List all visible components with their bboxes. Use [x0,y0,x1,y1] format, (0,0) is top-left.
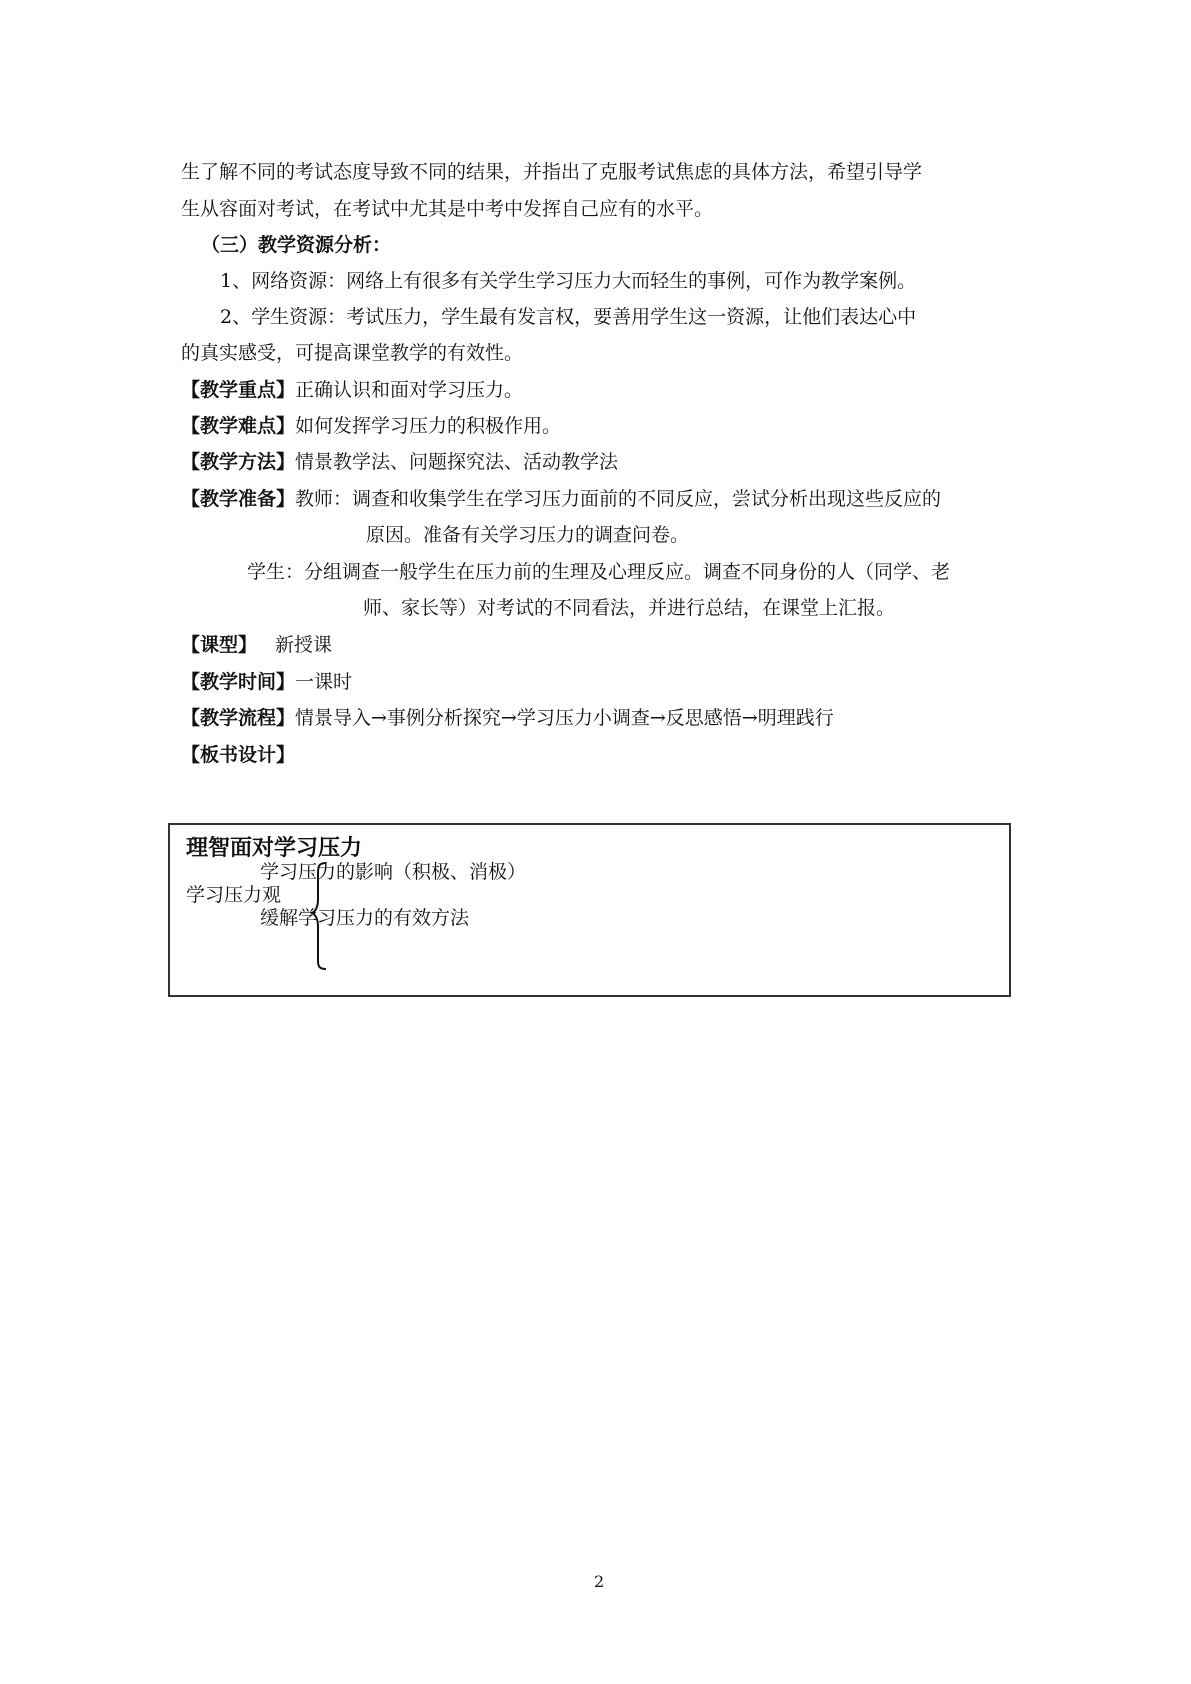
board-design-box [168,823,1011,997]
board-branch-2: 缓解学习压力的有效方法 [260,907,470,929]
flow-label: 【教学流程】 [181,707,296,729]
time-label: 【教学时间】 [181,671,296,693]
time-text: 一课时 [295,671,353,693]
intro-line-2: 生从容面对考试，在考试中尤其是中考中发挥自己应有的水平。 [181,198,714,220]
resource-item-2-line-1: 2、学生资源：考试压力，学生最有发言权，要善用学生这一资源，让他们表达心中 [220,306,917,328]
preparation-student-line-1: 学生：分组调查一般学生在压力前的生理及心理反应。调查不同身份的人（同学、老 [247,561,951,583]
curly-brace-icon [310,861,334,971]
intro-line-1: 生了解不同的考试态度导致不同的结果，并指出了克服考试焦虑的具体方法，希望引导学 [181,161,923,183]
resource-item-2-line-2: 的真实感受，可提高课堂教学的有效性。 [181,342,524,364]
preparation-row [181,487,941,511]
key-point-text: 正确认识和面对学习压力。 [295,379,524,401]
board-left-label: 学习压力观 [186,884,282,906]
method-label: 【教学方法】 [181,451,296,473]
method-row [181,450,618,474]
key-point-row [181,378,523,402]
method-text: 情景教学法、问题探究法、活动教学法 [295,451,619,473]
lesson-type-text: 新授课 [275,634,333,656]
lesson-type-row [181,633,332,657]
difficulty-label: 【教学难点】 [181,415,296,437]
board-design-row [181,743,295,767]
resource-item-1: 1、网络资源：网络上有很多有关学生学习压力大而轻生的事例，可作为教学案例。 [220,270,917,292]
difficulty-text: 如何发挥学习压力的积极作用。 [295,415,562,437]
preparation-teacher-line-2: 原因。准备有关学习压力的调查问卷。 [366,524,690,546]
lesson-type-label: 【课型】 [181,634,258,656]
flow-row [181,706,834,730]
board-title: 理智面对学习压力 [186,835,363,861]
difficulty-row [181,414,561,438]
resources-heading: （三）教学资源分析： [201,234,392,256]
page-number: 2 [594,1572,605,1591]
key-point-label: 【教学重点】 [181,379,296,401]
preparation-teacher-line-1: 教师：调查和收集学生在学习压力面前的不同反应，尝试分析出现这些反应的 [295,488,942,510]
board-design-label: 【板书设计】 [181,744,296,766]
board-branch-1: 学习压力的影响（积极、消极） [260,861,527,883]
flow-text: 情景导入→事例分析探究→学习压力小调查→反思感悟→明理践行 [295,707,834,729]
preparation-student-line-2: 师、家长等）对考试的不同看法，并进行总结，在课堂上汇报。 [363,597,896,619]
time-row [181,670,352,694]
preparation-label: 【教学准备】 [181,488,296,510]
